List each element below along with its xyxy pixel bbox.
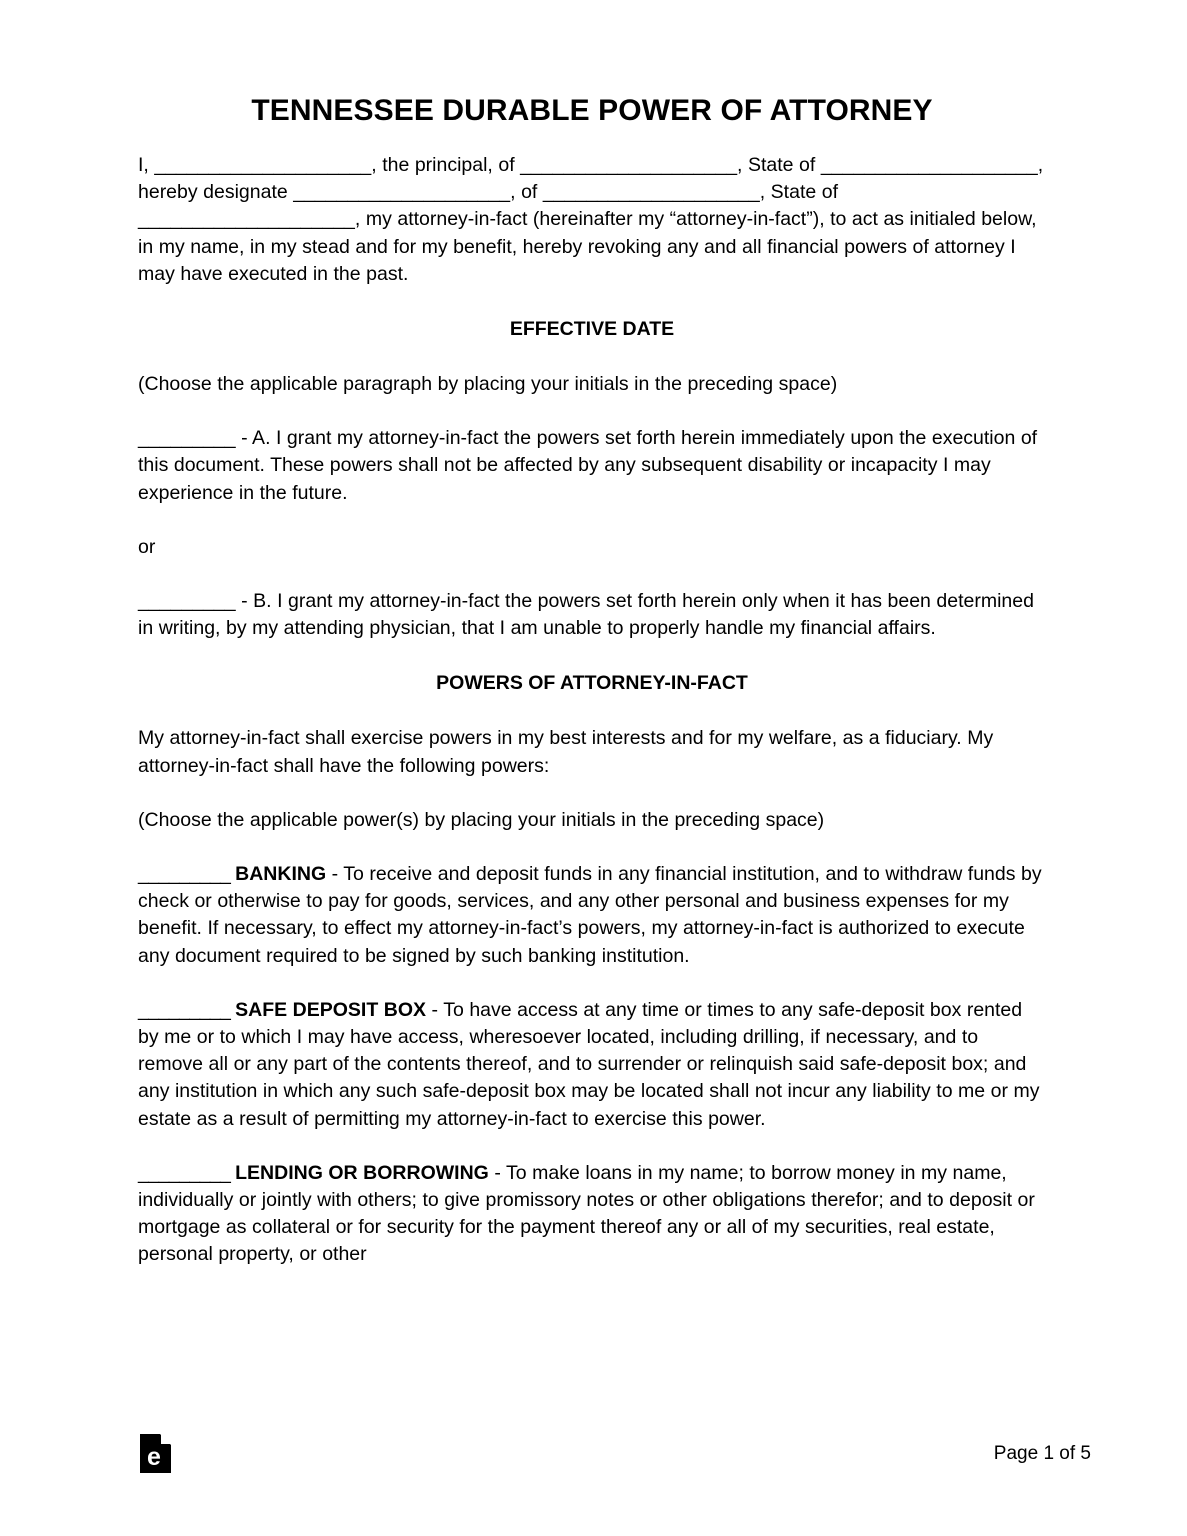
spacer xyxy=(138,561,1046,588)
spacer xyxy=(138,288,1046,316)
page-number-label: Page 1 of 5 xyxy=(993,1443,1091,1464)
intro-paragraph: I, ____________________, the principal, of ____________________, State of ____________________, hereby designate ____________________, of ____________________, State of ____________________, my attorney-in-fact (hereinafter my “attorney-in-fact”), to act as initialed below, in my name, in my stead and for my benefit, hereby revoking any and all financial powers of attorney I may have executed in the past. xyxy=(138,154,1044,285)
effective-date-option-b: _________ - B. I grant my attorney-in-fact the powers set forth herein only when it has been determined in writing, by my attending physician, that I am unable to properly handle my financial affairs. xyxy=(138,590,1034,640)
spacer xyxy=(138,834,1046,861)
svg-text:e: e xyxy=(147,1443,161,1471)
spacer xyxy=(138,343,1046,371)
spacer xyxy=(138,780,1046,807)
power-text-lending-or-borrowing: - To make loans in my name; to borrow money in my name, individually or jointly with others; to give promissory notes or other obligations therefor; and to deposit or mortgage as collateral or for security for the payment thereof any or all of my securities, real estate, personal property, or other xyxy=(138,1161,1035,1266)
spacer xyxy=(138,697,1046,725)
spacer xyxy=(138,1133,1046,1160)
power-text-safe-deposit-box: - To have access at any time or times to any safe-deposit box rented by me or to which I may have access, wheresoever located, including drilling, if necessary, and to remove all or any part of the contents thereof, and to surrender or relinquish said safe-deposit box; and any institution in which any such safe-deposit box may be located shall not incur any liability to me or my estate as a result of permitting my attorney-in-fact to exercise this power. xyxy=(138,998,1040,1130)
power-item-banking xyxy=(138,861,1046,970)
page-footer xyxy=(0,1428,1187,1508)
power-initials-blank-lending-or-borrowing[interactable]: _________ xyxy=(138,1161,236,1184)
power-item-safe-deposit-box xyxy=(138,997,1046,1133)
power-label-banking: BANKING xyxy=(235,863,327,886)
power-initials-blank-banking[interactable]: _________ xyxy=(138,863,236,886)
power-label-safe-deposit-box: SAFE DEPOSIT BOX xyxy=(235,998,427,1021)
effective-date-instruction: (Choose the applicable paragraph by placing your initials in the preceding space) xyxy=(138,373,838,396)
powers-instruction: (Choose the applicable power(s) by placing your initials in the preceding space) xyxy=(138,808,825,831)
section-heading-effective-date: EFFECTIVE DATE xyxy=(509,318,675,341)
effective-date-option-a: _________ - A. I grant my attorney-in-fact the powers set forth herein immediately upon the execution of this document. These powers shall not be affected by any subsequent disability or incapacity I may experience in the future. xyxy=(138,427,1038,504)
page-title: TENNESSEE DURABLE POWER OF ATTORNEY xyxy=(251,94,933,127)
power-initials-blank-safe-deposit-box[interactable]: _________ xyxy=(138,998,236,1021)
effective-date-conjunction: or xyxy=(138,535,156,558)
section-heading-powers: POWERS OF ATTORNEY-IN-FACT xyxy=(436,672,748,695)
spacer xyxy=(138,970,1046,997)
eforms-document-logo-icon xyxy=(140,1434,171,1473)
spacer xyxy=(138,642,1046,670)
powers-fiduciary-paragraph: My attorney-in-fact shall exercise powers in my best interests and for my welfare, as a fiduciary. My attorney-in-fact shall have the following powers: xyxy=(138,727,994,777)
spacer xyxy=(138,507,1046,534)
spacer xyxy=(138,398,1046,425)
power-item-lending-or-borrowing xyxy=(138,1160,1046,1269)
power-text-banking: - To receive and deposit funds in any financial institution, and to withdraw funds by check or otherwise to pay for goods, services, and any other personal and business expenses for my benefit. If necessary, to effect my attorney-in-fact’s powers, my attorney-in-fact is authorized to execute any document required to be signed by such banking institution. xyxy=(138,863,1042,967)
document-body xyxy=(138,92,1046,1269)
power-label-lending-or-borrowing: LENDING OR BORROWING xyxy=(235,1161,489,1184)
